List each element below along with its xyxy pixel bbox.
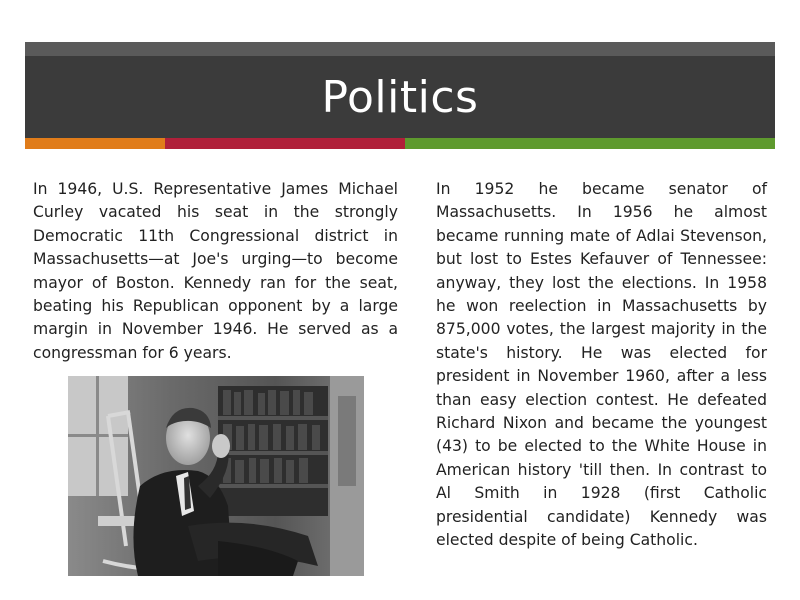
title-band-top: [25, 42, 775, 56]
accent-red-segment: [165, 138, 405, 149]
accent-bar: [25, 138, 775, 149]
photo-icon: [68, 376, 364, 576]
accent-green-segment: [405, 138, 775, 149]
accent-orange-segment: [25, 138, 165, 149]
right-column-text: In 1952 he became senator of Massachusetts. In 1956 he almost became running mate of Adlai Stevenson, but lost to Estes Kefauver of Tennessee: anyway, they lost the elections. In 1958 he won reelection in Massachusetts by 875,000 votes, the largest majority in the state's history. He was elected for president in November 1960, after a less than easy election contest. He defeated Richard Nixon and became the youngest (43) to be elected to the White House in American history 'till then. In contrast to Al Smith in 1928 (first Catholic presidential candidate) Kennedy was elected despite of being Catholic.: [436, 180, 767, 550]
left-column-text: In 1946, U.S. Representative James Michael Curley vacated his seat in the strongly Democratic 11th Congressional district in Massachusetts—at Joe's urging—to become mayor of Boston. Kennedy ran for the seat, beating his Republican opponent by a large margin in November 1946. He served as a congressman for 6 years.: [33, 180, 398, 362]
slide-title: Politics: [321, 71, 479, 123]
title-bar: [25, 56, 775, 138]
kennedy-photo: [68, 376, 364, 576]
